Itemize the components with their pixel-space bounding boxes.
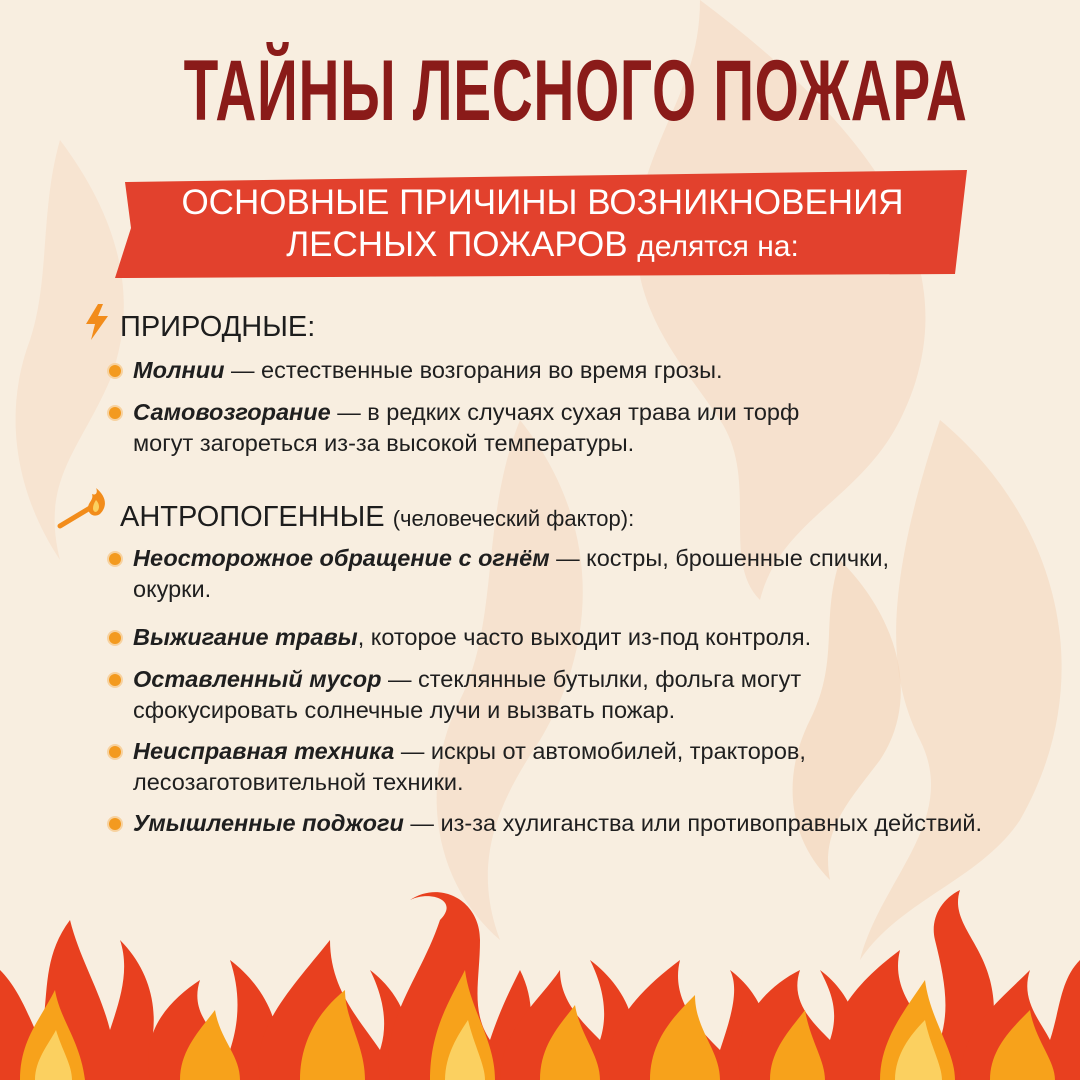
list-item xyxy=(133,543,913,605)
list-item xyxy=(133,808,1003,839)
natural-heading-text: ПРИРОДНЫЕ: xyxy=(120,311,316,343)
anthropogenic-heading-text: АНТРОПОГЕННЫЕ xyxy=(120,501,385,533)
natural-heading xyxy=(120,311,315,344)
bullet-icon xyxy=(109,818,121,830)
item-text: — искры от автомобилей, тракторов, лесозаготовительной техники. xyxy=(133,738,806,795)
item-text: — естественные возгорания во время грозы. xyxy=(224,357,723,383)
item-term: Оставленный мусор xyxy=(133,666,382,692)
item-text: — из-за хулиганства или противоправных действий. xyxy=(403,810,983,836)
banner-line-2-main: ЛЕСНЫХ ПОЖАРОВ xyxy=(286,225,628,264)
list-item xyxy=(133,664,893,726)
subtitle-banner xyxy=(115,170,970,278)
list-item xyxy=(133,397,833,459)
list-item xyxy=(133,622,993,653)
list-item xyxy=(133,355,993,386)
bullet-icon xyxy=(109,407,121,419)
lightning-icon xyxy=(84,304,110,340)
item-term: Неисправная техника xyxy=(133,738,395,764)
bullet-icon xyxy=(109,365,121,377)
bullet-icon xyxy=(109,746,121,758)
item-term: Выжигание травы xyxy=(133,624,358,650)
bottom-flames xyxy=(0,880,1080,1080)
banner-line-2-small: делятся на: xyxy=(637,230,799,263)
bullet-icon xyxy=(109,674,121,686)
banner-line-2 xyxy=(115,224,970,268)
item-text: — стеклянные бутылки, фольга могут сфокусировать солнечные лучи и вызвать пожар. xyxy=(133,666,802,723)
item-text: , которое часто выходит из-под контроля. xyxy=(357,624,812,650)
banner-text xyxy=(115,182,970,268)
item-term: Молнии xyxy=(133,357,225,383)
anthropogenic-heading xyxy=(120,501,634,534)
item-term: Неосторожное обращение с огнём xyxy=(133,545,550,571)
page-title: ТАЙНЫ ЛЕСНОГО ПОЖАРА xyxy=(183,43,968,139)
banner-line-1: ОСНОВНЫЕ ПРИЧИНЫ ВОЗНИКНОВЕНИЯ xyxy=(181,183,904,222)
item-text: — костры, брошенные спички, окурки. xyxy=(133,545,890,602)
item-text: — в редких случаях сухая трава или торф могут загореться из-за высокой температуры. xyxy=(133,399,800,456)
list-item xyxy=(133,736,913,798)
bullet-icon xyxy=(109,553,121,565)
bullet-icon xyxy=(109,632,121,644)
item-term: Умышленные поджоги xyxy=(133,810,404,836)
anthropogenic-note: (человеческий фактор): xyxy=(392,506,635,531)
item-term: Самовозгорание xyxy=(133,399,331,425)
burning-match-icon xyxy=(56,486,108,530)
